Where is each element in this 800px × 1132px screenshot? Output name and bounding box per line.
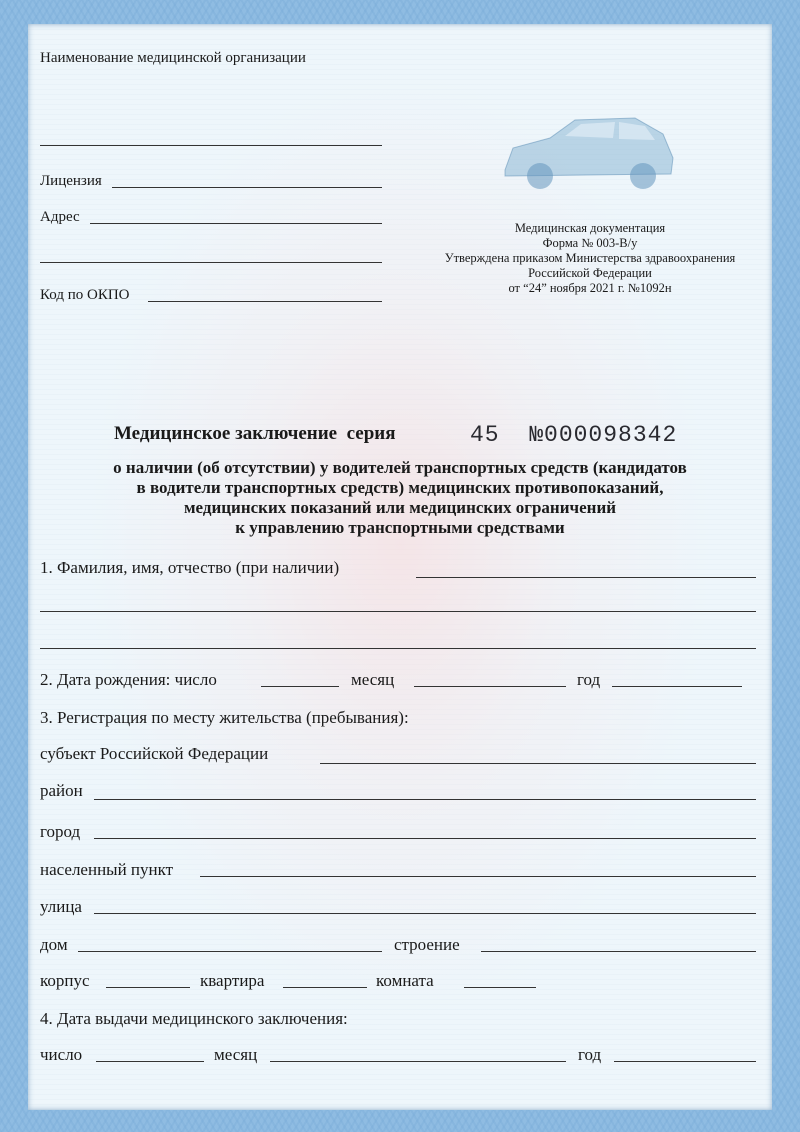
issue-year-line[interactable] [614,1061,756,1062]
street-line[interactable] [94,913,756,914]
house-label: дом [40,935,68,954]
birth-month-label: месяц [351,670,395,689]
fio-line-2[interactable] [40,611,756,612]
birth-year-label: год [577,670,601,689]
issue-month-line[interactable] [270,1061,566,1062]
document-title [114,423,396,445]
korpus-label: корпус [40,971,90,990]
subject-label: субъект Российской Федерации [40,744,269,763]
settlement-line[interactable] [200,876,756,877]
form-info-line: Медицинская документация [514,221,666,235]
birth-year-line[interactable] [612,686,742,687]
serial-number [470,422,677,448]
form-info-line: Форма № 003-В/у [542,236,638,250]
settlement-label: населенный пункт [40,860,174,879]
birth-day-label: 2. Дата рождения: число [40,670,217,689]
apartment-label: квартира [200,971,265,990]
license-line[interactable] [112,187,382,188]
form-info-line: Утверждена приказом Министерства здравоохранения [444,251,736,265]
building-label: строение [394,935,460,954]
building-line[interactable] [481,951,756,952]
birth-day-line[interactable] [261,686,339,687]
fio-line-1[interactable] [416,577,756,578]
subtitle-line: к управлению транспортными средствами [235,518,565,537]
korpus-line[interactable] [106,987,190,988]
form-info-line: Российской Федерации [528,266,652,280]
birth-month-line[interactable] [414,686,566,687]
issue-year-label: год [578,1045,602,1064]
series-label: серия [346,423,396,444]
room-line[interactable] [464,987,536,988]
address-line-2[interactable] [40,262,382,263]
fio-line-3[interactable] [40,648,756,649]
street-label: улица [40,897,82,916]
document-number: №000098342 [529,422,678,448]
org-name-line[interactable] [40,145,382,146]
org-name-label: Наименование медицинской организации [40,50,306,66]
house-line[interactable] [78,951,382,952]
issue-day-label: число [40,1045,83,1064]
subtitle-line: о наличии (об отсутствии) у водителей транспортных средств (кандидатов [113,458,687,477]
form-info-block [410,221,770,296]
title-main: Медицинское заключение [114,423,338,444]
registration-label: 3. Регистрация по месту жительства (пребывания): [40,708,409,727]
document-subtitle [40,458,760,538]
room-label: комната [376,971,434,990]
district-line[interactable] [94,799,756,800]
subtitle-line: в водители транспортных средств) медицинских противопоказаний, [136,478,664,497]
car-watermark-icon [495,100,680,195]
issue-date-label: 4. Дата выдачи медицинского заключения: [40,1009,348,1028]
okpo-label: Код по ОКПО [40,287,130,303]
issue-day-line[interactable] [96,1061,204,1062]
subject-line[interactable] [320,763,756,764]
address-label: Адрес [40,209,80,225]
apartment-line[interactable] [283,987,367,988]
series-number: 45 [470,422,500,448]
subtitle-line: медицинских показаний или медицинских ограничений [183,498,617,517]
issue-month-label: месяц [214,1045,258,1064]
district-label: район [40,781,83,800]
city-line[interactable] [94,838,756,839]
fio-label: 1. Фамилия, имя, отчество (при наличии) [40,558,340,577]
license-label: Лицензия [40,173,102,189]
city-label: город [40,822,81,841]
form-info-line: от “24” ноября 2021 г. №1092н [508,281,672,295]
okpo-line[interactable] [148,301,382,302]
address-line-1[interactable] [90,223,382,224]
